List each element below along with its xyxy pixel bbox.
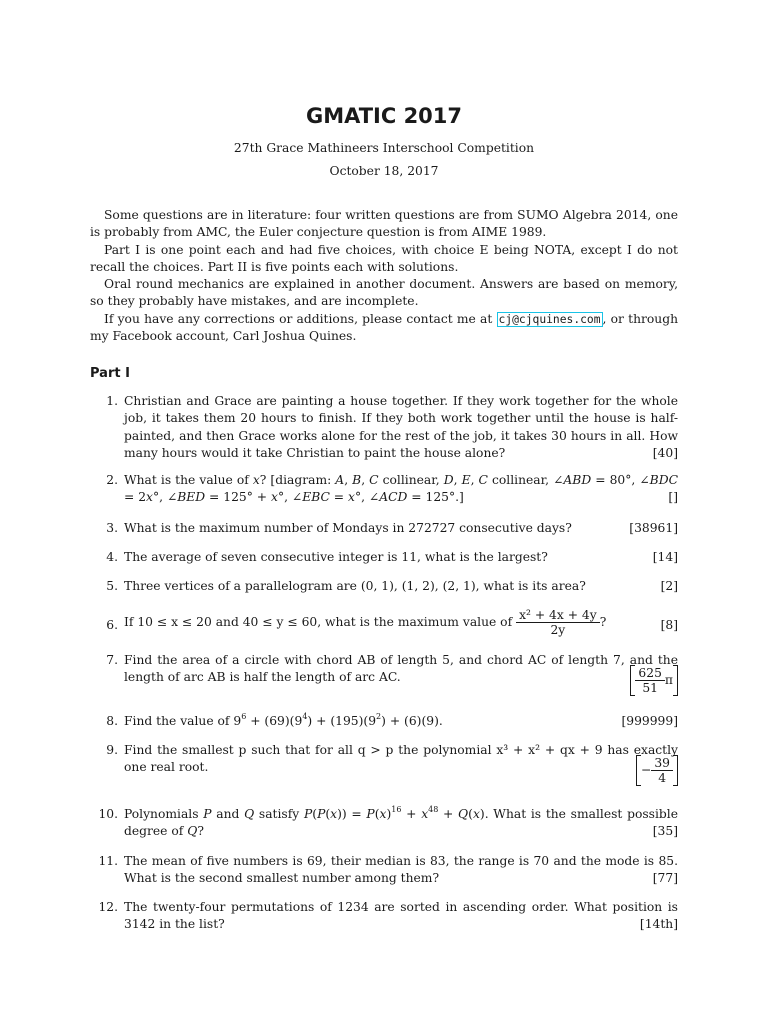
answer-bracket [636, 755, 678, 786]
problem-item [106, 742, 678, 786]
fraction-numerator: 39 [651, 756, 673, 771]
problem-number: 11. [98, 854, 118, 868]
page-title: GMATIC 2017 [305, 104, 463, 128]
answer: [35] [652, 824, 678, 839]
fraction-denominator: 51 [642, 680, 658, 695]
fraction-denominator: 2y [550, 623, 566, 637]
problem-number: 6. [106, 618, 118, 632]
problem-number: 3. [106, 521, 118, 535]
problem-item [98, 853, 678, 888]
intro-text: , or through my Facebook account, Carl Joshua Quines. [90, 311, 678, 344]
intro-paragraph: Part I is one point each and had five choices, with choice E being NOTA, except I do not recall the choices. Part II is five points each with solutions. [90, 242, 678, 274]
problem-number: 12. [98, 900, 118, 914]
answer-bracket [630, 665, 678, 696]
problem-number: 8. [106, 714, 118, 728]
problem-text: Find the smallest p such that for all q > p the polynomial x³ + x² + qx + 9 has exactly one real root. [124, 743, 678, 775]
answer: [77] [652, 871, 678, 886]
problem-number: 2. [106, 473, 118, 487]
problem-item [106, 652, 678, 696]
date: October 18, 2017 [329, 164, 439, 178]
answer: [8] [660, 618, 678, 632]
problem-item [106, 712, 678, 730]
problem-number: 5. [106, 579, 118, 593]
problem-number: 9. [106, 743, 118, 757]
intro-paragraph: Some questions are in literature: four written questions are from SUMO Algebra 2014, one is probably from AMC, the Euler conjecture question is from AIME 1989. [90, 208, 678, 240]
fraction [516, 608, 600, 637]
section-heading: Part I [90, 366, 130, 381]
problem-item [106, 472, 678, 507]
problem-item [98, 805, 678, 841]
answer: [2] [660, 579, 678, 593]
problem-text: Find the area of a circle with chord AB of length 5, and chord AC of length 7, and the length of arc AB is half the length of arc AC. [124, 653, 678, 685]
problem-text: Polynomials P and Q satisfy $P(P(x)) = P(x)^{16} + x^{48} + Q(x)$. What is the smallest possible degree of Q? [124, 805, 678, 839]
answer: [] [668, 490, 678, 505]
answer: [14th] [639, 917, 678, 932]
answer: [40] [652, 445, 678, 460]
problem-number: 10. [98, 807, 118, 821]
pi-symbol: π [664, 672, 673, 687]
problem-item [98, 899, 678, 934]
fraction-numerator: x² + 4x + 4y [516, 608, 600, 623]
problem-text: Three vertices of a parallelogram are (0, 1), (1, 2), (2, 1), what is its area? [124, 579, 586, 593]
problem-text: The average of seven consecutive integer is 11, what is the largest? [124, 550, 548, 564]
problem-item [106, 393, 678, 462]
problem-text: What is the maximum number of Mondays in 272727 consecutive days? [124, 521, 572, 535]
problem-text: What is the value of x? [diagram: A, B, C collinear, D, E, C collinear, ∠ABD = 80°, ∠BDC = 2x°, ∠BED = 125° + x°, ∠EBC = x°, ∠ACD = 125°.] [124, 473, 678, 505]
problem-number: 4. [106, 550, 118, 564]
fraction-numerator: 625 [635, 666, 664, 681]
problem-item: 6. [8] If 10 ≤ x ≤ 20 and 40 ≤ y ≤ 60, what is the maximum value of $\frac{\text{x² + 4x + 4y}}{2y}$ ? [124, 608, 678, 637]
email-link[interactable]: cj@cjquines.com [498, 312, 601, 326]
problem-text: Find the value of $9^6 + (69)(9^4) + (195)(9^2) + (6)(9)$. [124, 712, 443, 728]
problem-item [106, 578, 678, 595]
answer: [999999] [621, 714, 678, 728]
problem-text: The twenty-four permutations of 1234 are sorted in ascending order. What position is 3142 in the list? [124, 900, 678, 932]
intro-text: If you have any corrections or additions, please contact me at [104, 311, 493, 326]
intro-paragraph: Oral round mechanics are explained in another document. Answers are based on memory, so they probably have mistakes, and are incomplete. [90, 277, 678, 309]
problem-text: If 10 ≤ x ≤ 20 and 40 ≤ y ≤ 60, what is the maximum value of [124, 615, 513, 629]
intro-paragraph [90, 311, 678, 346]
problem-number: 1. [106, 394, 118, 408]
minus-sign: − [641, 762, 652, 777]
problem-item [106, 549, 678, 566]
fraction [635, 666, 664, 695]
problem-item [106, 520, 678, 537]
problem-text: Christian and Grace are painting a house together. If they work together for the whole job, it takes them 20 hours to finish. If they both work together until the house is half-painted, and then Grace works alone for the rest of the job, it takes 30 hours in all. How many hours would it take Christian to paint the house alone? [124, 394, 678, 460]
fraction-denominator: 4 [658, 770, 667, 785]
answer: [38961] [629, 521, 678, 535]
intro [90, 207, 678, 345]
fraction [651, 756, 673, 785]
subtitle: 27th Grace Mathineers Interschool Competition [233, 141, 535, 155]
problem-text: The mean of five numbers is 69, their median is 83, the range is 70 and the mode is 85. What is the second smallest number among them? [124, 854, 678, 886]
answer: [14] [652, 550, 678, 564]
problem-number: 7. [106, 653, 118, 667]
